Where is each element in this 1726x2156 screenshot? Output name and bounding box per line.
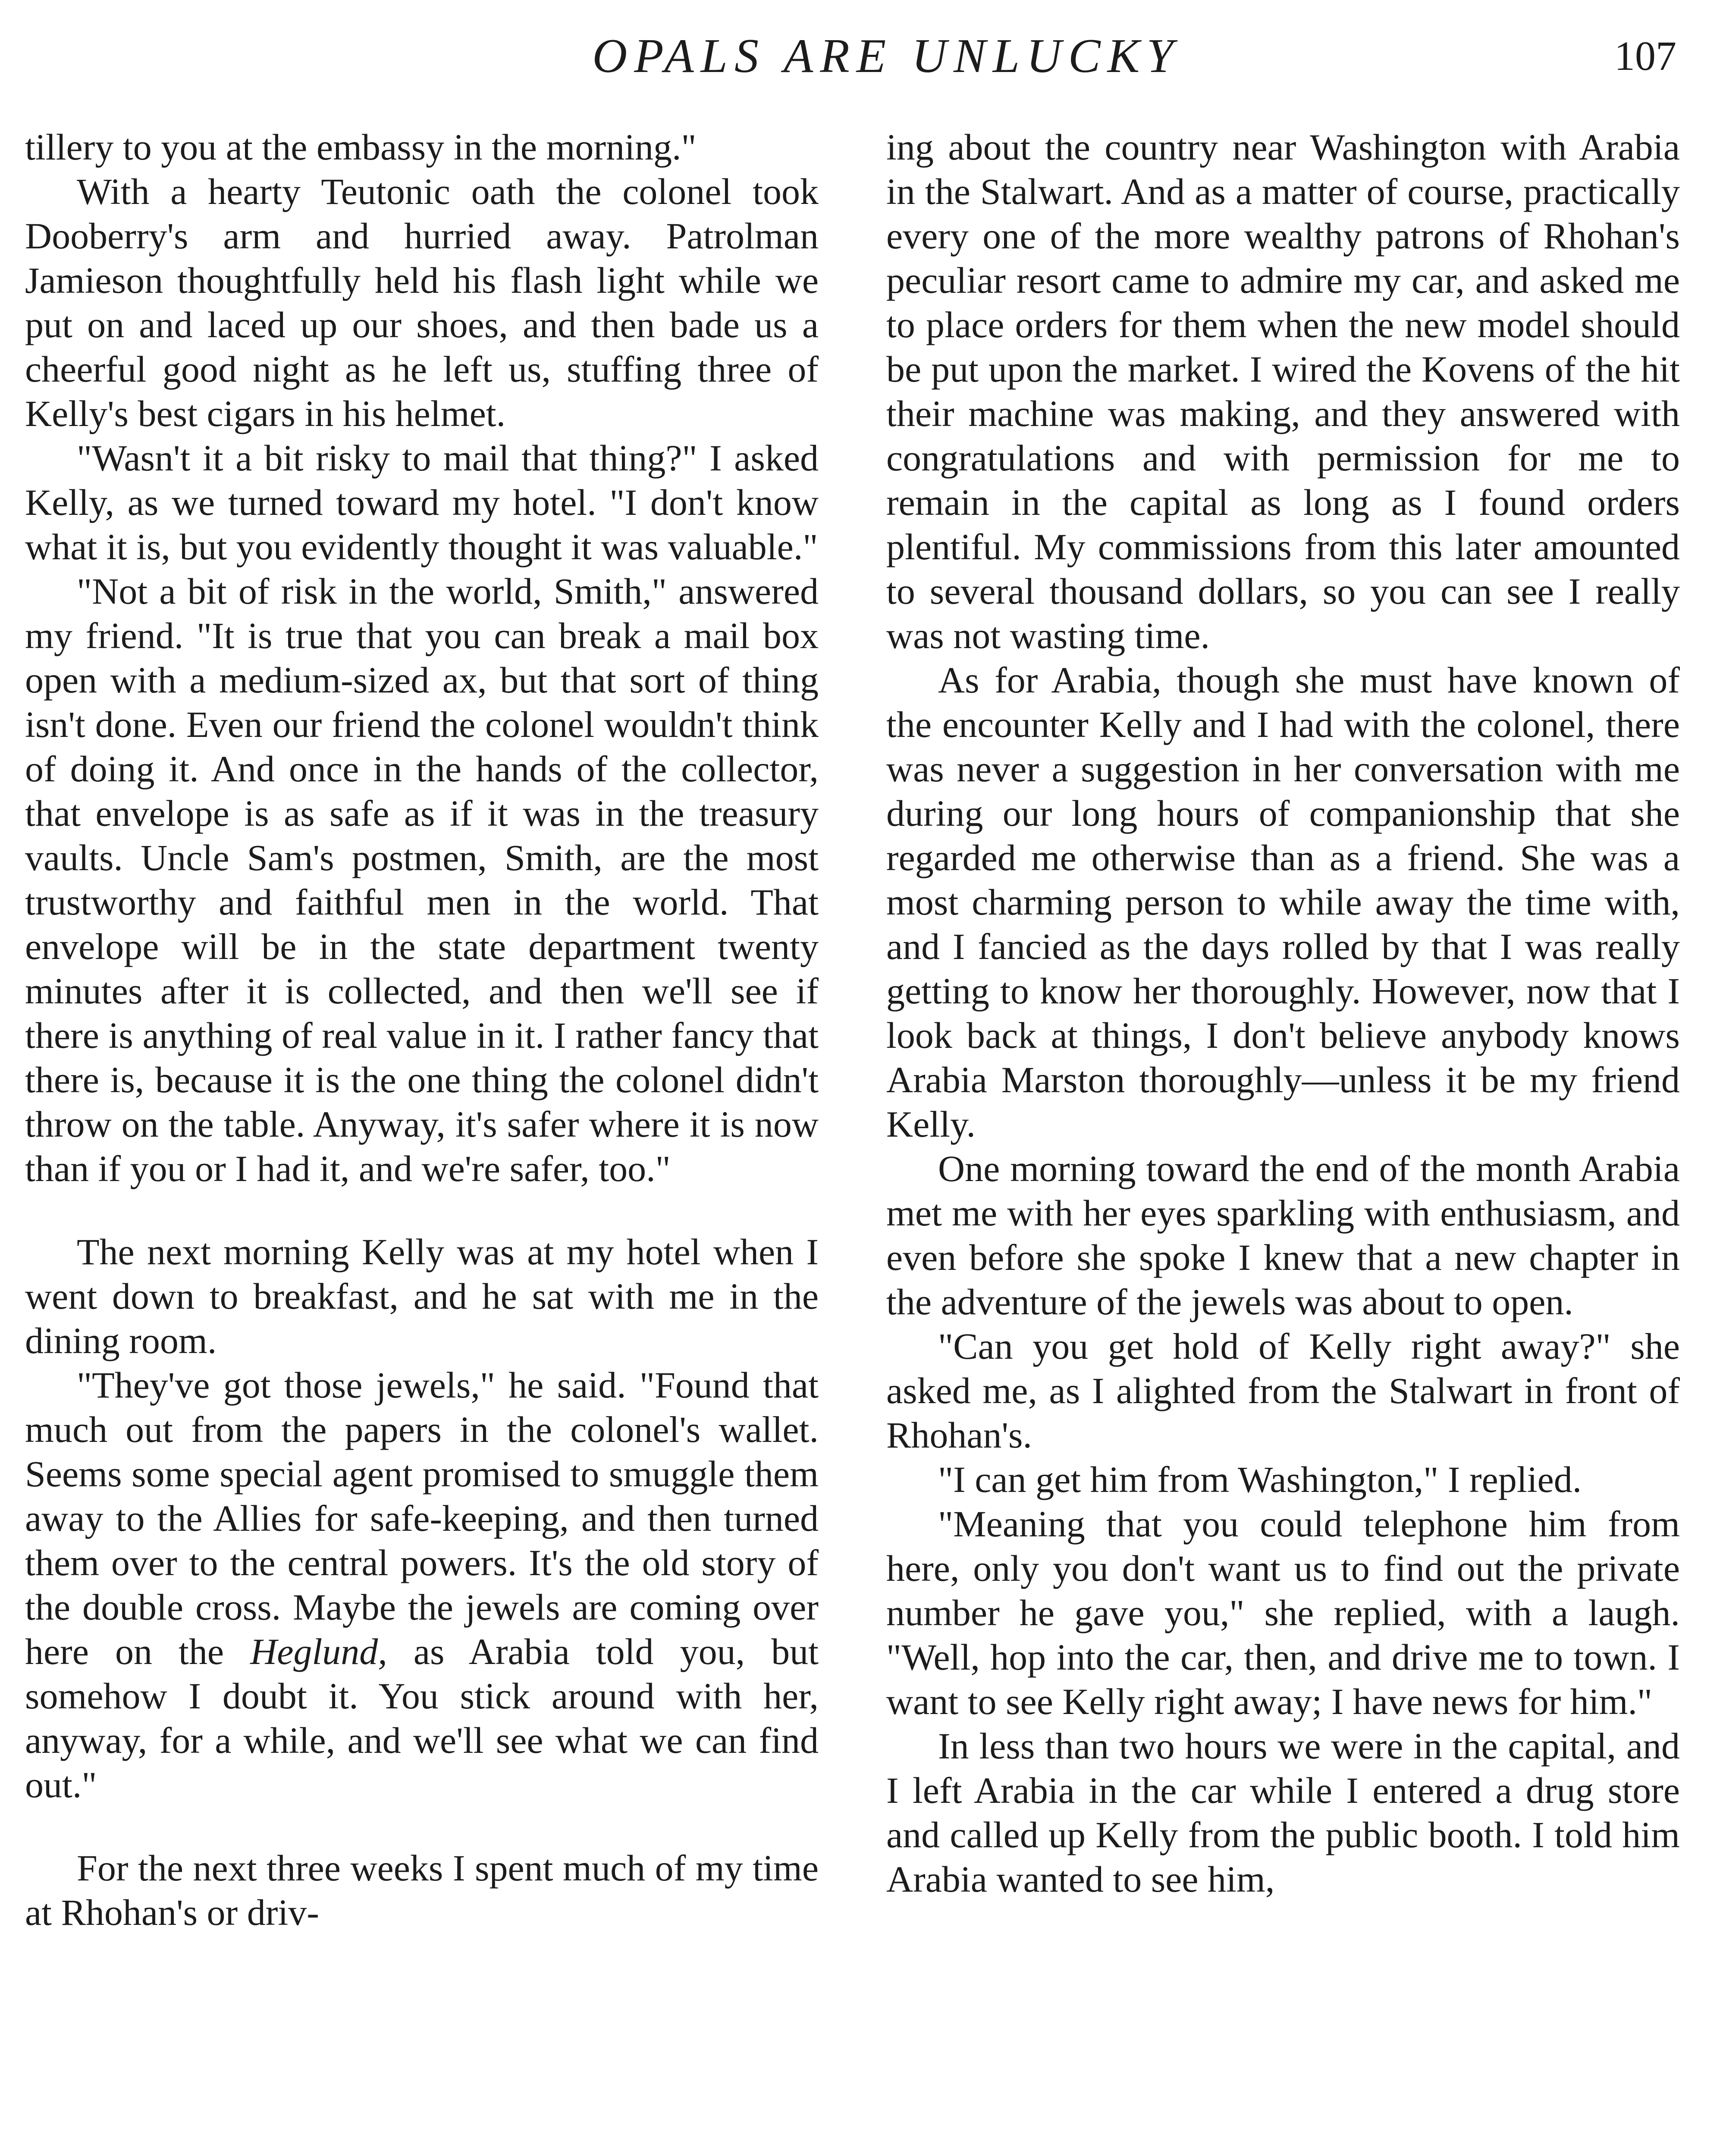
paragraph [25,1363,819,1807]
paragraph: "Wasn't it a bit risky to mail that thing?" I asked Kelly, as we turned toward my hotel. "I don't know what it is, but you evidently thought it was valuable." [25,437,819,567]
paragraph: tillery to you at the embassy in the morning." [25,126,697,168]
paragraph: As for Arabia, though she must have known of the encounter Kelly and I had with the colonel, there was never a suggestion in her conversation with me during our long hours of companionship that she regarded me otherwise than as a friend. She was a most charming person to while away the time with, and I fancied as the days rolled by that I was really getting to know her thoroughly. However, now that I look back at things, I don't believe anybody knows Arabia Marston thoroughly—unless it be my friend Kelly. [886,659,1680,1145]
paragraph: "I can get him from Washington," I replied. [938,1459,1582,1500]
paragraph: For the next three weeks I spent much of my time at Rhohan's or driv- [25,1847,819,1933]
paragraph: "Can you get hold of Kelly right away?" she asked me, as I alighted from the Stalwart in front of Rhohan's. [886,1326,1680,1456]
paragraph: In less than two hours we were in the capital, and I left Arabia in the car while I entered a drug store and called up Kelly from the public booth. I told him Arabia wanted to see him, [886,1725,1680,1900]
left-column [25,125,819,2156]
right-column [886,125,1680,2156]
paragraph: With a hearty Teutonic oath the colonel took Dooberry's arm and hurried away. Patrolman Jamieson thoughtfully held his flash light while we put on and laced up our shoes, and then bade us a cheerful good night as he left us, stuffing three of Kelly's best cigars in his helmet. [25,171,819,434]
running-title: OPALS ARE UNLUCKY [592,29,1180,83]
paragraph: "Meaning that you could telephone him from here, only you don't want us to find out the private number he gave you," she replied, with a laugh. "Well, hop into the car, then, and drive me to town. I want to see Kelly right away; I have news for him." [886,1503,1680,1722]
paragraph: The next morning Kelly was at my hotel when I went down to breakfast, and he sat with me in the dining room. [25,1231,819,1361]
page-number: 107 [1614,33,1676,79]
paragraph: ing about the country near Washington with Arabia in the Stalwart. And as a matter of course, practically every one of the more wealthy patrons of Rhohan's peculiar resort came to admire my car, and asked me to place orders for them when the new model should be put upon the market. I wired the Kovens of the hit their machine was making, and they answered with congratulations and with permission for me to remain in the capital as long as I found orders plentiful. My commissions from this later amounted to several thousand dollars, so you can see I really was not wasting time. [886,126,1680,656]
paragraph: One morning toward the end of the month Arabia met me with her eyes sparkling with enthusiasm, and even before she spoke I knew that a new chapter in the adventure of the jewels was about to open. [886,1148,1680,1322]
page-header [0,26,1726,86]
paragraph-text: "They've got those jewels," he said. "Found that much out from the papers in the colonel's wallet. Seems some special agent promised to smuggle them away to the Allies for safe-keeping, and then turned them over to the central powers. It's the old story of the double cross. Maybe the jewels are coming over here on the [25,1364,819,1672]
paragraph-text: as Arabia told you, but somehow I doubt it. You stick around with her, anyway, for a while, and we'll see what we can find out." [25,1631,819,1805]
ship-name: Heglund, [250,1631,387,1672]
paragraph: "Not a bit of risk in the world, Smith," answered my friend. "It is true that you can break a mail box open with a medium-sized ax, but that sort of thing isn't done. Even our friend the colonel wouldn't think of doing it. And once in the hands of the collector, that envelope is as safe as if it was in the treasury vaults. Uncle Sam's postmen, Smith, are the most trustworthy and faithful men in the world. That envelope will be in the state department twenty minutes after it is collected, and then we'll see if there is anything of real value in it. I rather fancy that there is, because it is the one thing the colonel didn't throw on the table. Anyway, it's safer where it is now than if you or I had it, and we're safer, too." [25,570,819,1189]
